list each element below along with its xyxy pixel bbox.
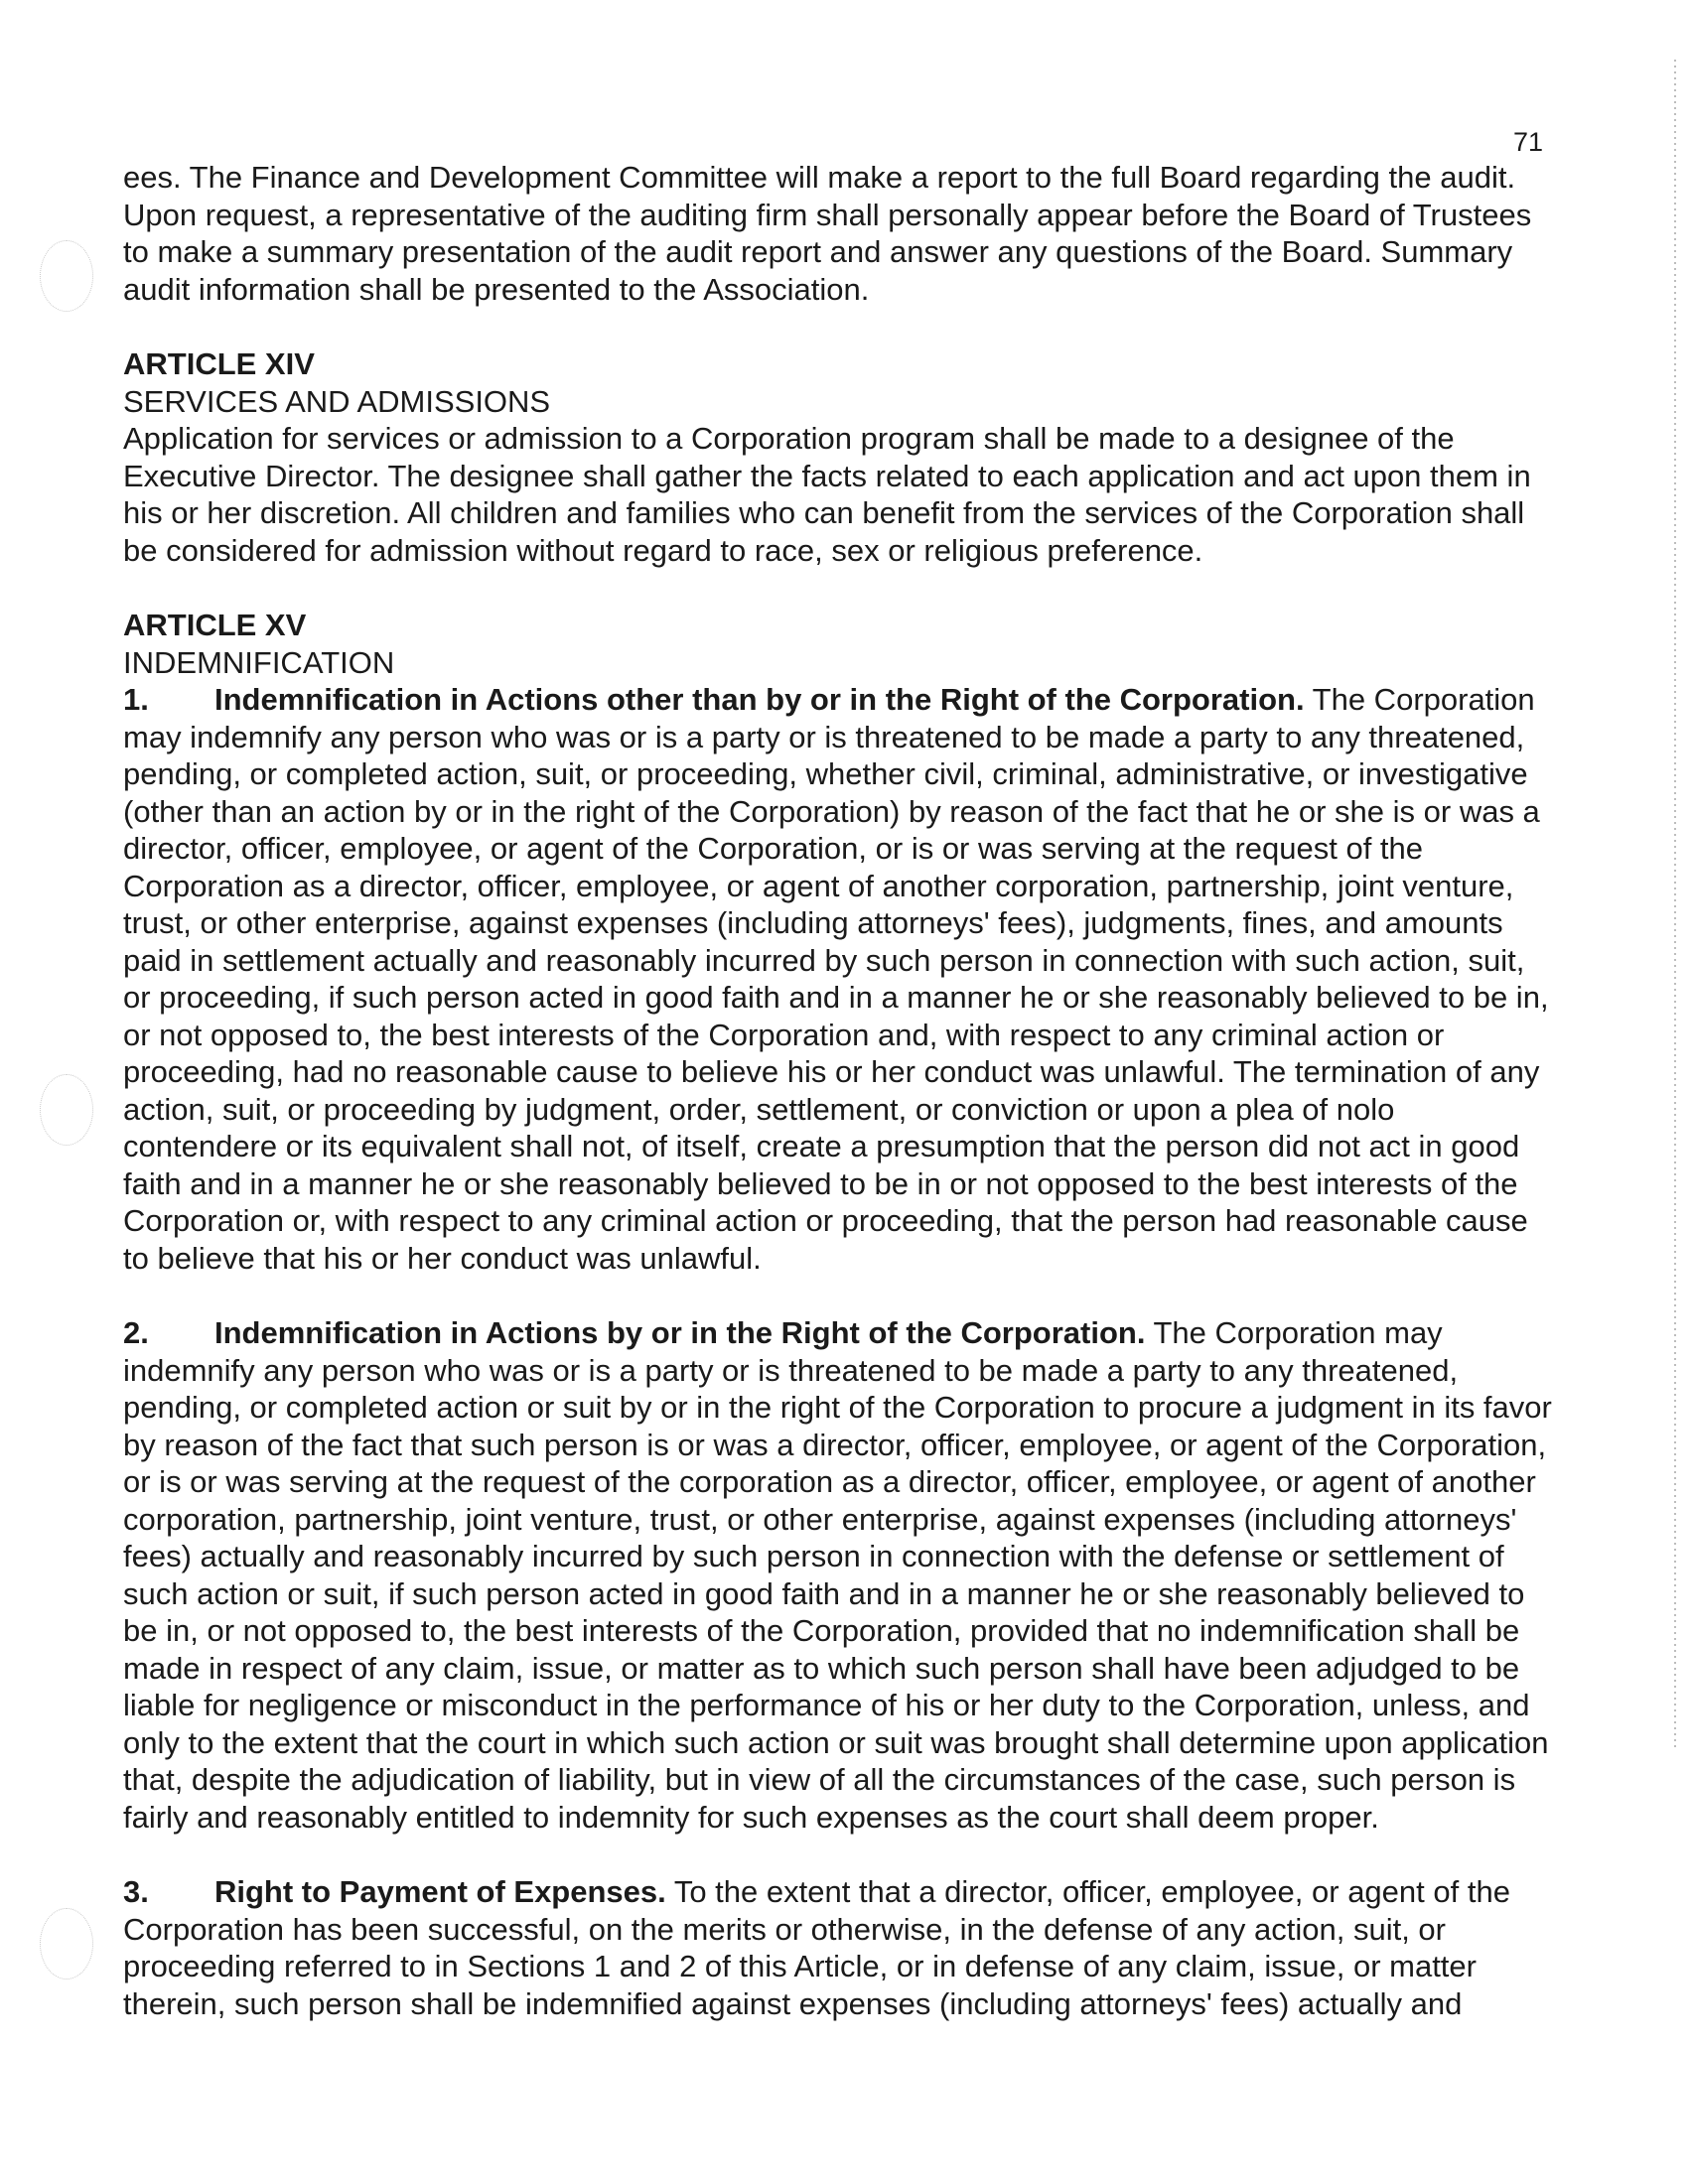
article-xv-subtitle: INDEMNIFICATION xyxy=(123,644,395,680)
section-1-heading: Indemnification in Actions other than by or in the Right of the Corporation. xyxy=(214,682,1305,717)
intro-paragraph: ees. The Finance and Development Committee will make a report to the full Board regarding the audit. Upon request, a representative of the auditing firm shall personally appear before the Board of Trustees to make a summary presentation of the audit report and answer any questions of the Board. Summary audit information shall be presented to the Association. xyxy=(123,160,1532,307)
section-2-body: The Corporation may indemnify any person who was or is a party or is threatened to be made a party to any threatened, pending, or completed action or suit by or in the right of the Corporation to procure a judgment in its favor by reason of the fact that such person is or was a director, officer, employee, or agent of the Corporation, or is or was serving at the request of the corporation as a director, officer, employee, or agent of another corporation, partnership, joint venture, trust, or other enterprise, against expenses (including attorneys' fees) actually and reasonably incurred by such person in connection with the defense or settlement of such action or suit, if such person acted in good faith and in a manner he or she reasonably believed to be in, or not opposed to, the best interests of the Corporation, provided that no indemnification shall be made in respect of any claim, issue, or matter as to which such person shall have been adjudged to be liable for negligence or misconduct in the performance of his or her duty to the Corporation, unless, and only to the extent that the court in which such action or suit was brought shall determine upon application that, despite the adjudication of liability, but in view of all the circumstances of the case, such person is fairly and reasonably entitled to indemnity for such expenses as the court shall deem proper. xyxy=(123,1315,1552,1835)
article-xiv-subtitle: SERVICES AND ADMISSIONS xyxy=(123,383,551,419)
section-3-heading: Right to Payment of Expenses. xyxy=(214,1874,666,1909)
section-1-paragraph xyxy=(123,681,1553,1277)
page-number: 71 xyxy=(1512,127,1543,157)
punch-hole-bottom xyxy=(40,1908,93,1979)
punch-hole-top xyxy=(40,240,93,312)
section-3-paragraph xyxy=(123,1873,1553,2022)
section-1-number: 1. xyxy=(123,682,149,717)
scan-edge-artifact xyxy=(1674,60,1676,1747)
section-1-body: The Corporation may indemnify any person who was or is a party or is threatened to be made a party to any threatened, pending, or completed action, suit, or proceeding, whether civil, criminal, administrative, or investigative (other than an action by or in the right of the Corporation) by reason of the fact that he or she is or was a director, officer, employee, or agent of the Corporation, or is or was serving at the request of the Corporation as a director, officer, employee, or agent of another corporation, partnership, joint venture, trust, or other enterprise, against expenses (including attorneys' fees), judgments, fines, and amounts paid in settlement actually and reasonably incurred by such person in connection with such action, suit, or proceeding, if such person acted in good faith and in a manner he or she reasonably believed to be in, or not opposed to, the best interests of the Corporation and, with respect to any criminal action or proceeding, had no reasonable cause to believe his or her conduct was unlawful. The termination of any action, suit, or proceeding by judgment, order, settlement, or conviction or upon a plea of nolo contendere or its equivalent shall not, of itself, create a presumption that the person did not act in good faith and in a manner he or she reasonably believed to be in or not opposed to the best interests of the Corporation or, with respect to any criminal action or proceeding, that the person had reasonable cause to believe that his or her conduct was unlawful. xyxy=(123,682,1549,1276)
article-xv xyxy=(123,607,1553,2022)
punch-hole-middle xyxy=(40,1074,93,1146)
article-xiv xyxy=(123,345,1553,569)
section-2-paragraph xyxy=(123,1314,1553,1836)
article-xiv-title: ARTICLE XIV xyxy=(123,346,315,381)
section-3-body: To the extent that a director, officer, employee, or agent of the Corporation has been successful, on the merits or otherwise, in the defense of any action, suit, or proceeding referred to in Sections 1 and 2 of this Article, or in defense of any claim, issue, or matter therein, such person shall be indemnified against expenses (including attorneys' fees) actually and xyxy=(123,1874,1510,2021)
section-2-number: 2. xyxy=(123,1315,149,1350)
article-xv-title: ARTICLE XV xyxy=(123,608,307,642)
article-xiv-body: Application for services or admission to a Corporation program shall be made to a designee of the Executive Director. The designee shall gather the facts related to each application and act upon them in his or her discretion. All children and families who can benefit from the services of the Corporation shall be considered for admission without regard to race, sex or religious preference. xyxy=(123,421,1531,568)
section-3-number: 3. xyxy=(123,1874,149,1909)
document-body xyxy=(123,159,1553,2022)
section-2-heading: Indemnification in Actions by or in the Right of the Corporation. xyxy=(214,1315,1146,1350)
